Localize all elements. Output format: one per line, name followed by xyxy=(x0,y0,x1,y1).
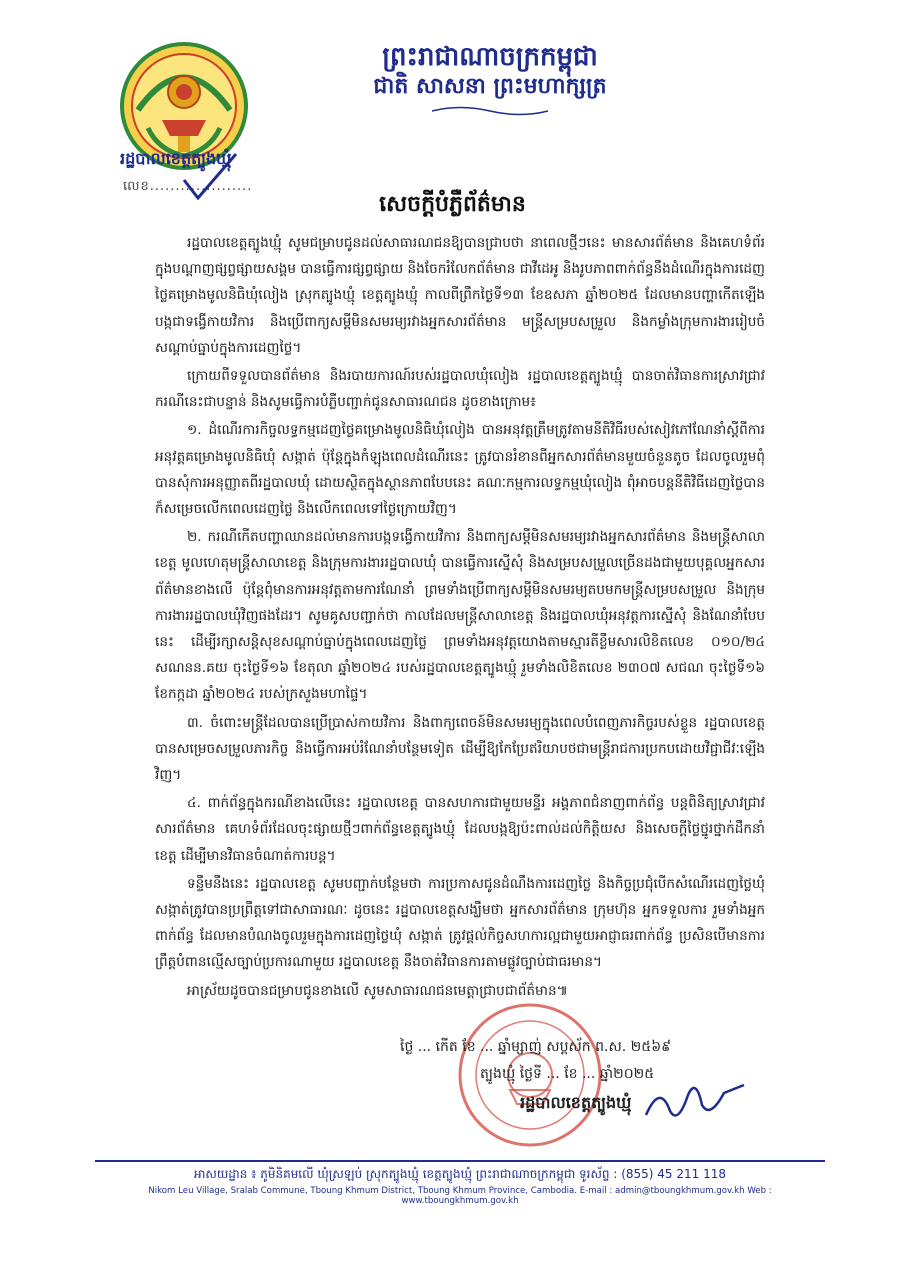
paragraph: ៣. ចំពោះមន្ត្រីដែលបានប្រើប្រាស់កាយវិការ និងពាក្យពេចន៍មិនសមរម្យក្នុងពេលបំពេញភារកិច្ចរបស់ខ្លួន រដ្ឋបាលខេត្ត បានសម្រេចសម្រួលភារកិច្ច និងធ្វើការអប់រំណែនាំបន្ថែមទៀត ដើម្បីឱ្យកែប្រែឥរិយាបថជាមន្ត្រីរាជការប្រកបដោយវិជ្ជាជីវៈឡើងវិញ។ xyxy=(155,714,765,784)
paragraph: ក្រោយពីទទួលបានព័ត៌មាន និងរបាយការណ៍របស់រដ្ឋបាលឃុំលៀង រដ្ឋបាលខេត្តត្បូងឃ្មុំ បានចាត់វិធានការស្រាវជ្រាវករណីនេះជាបន្ទាន់ និងសូមធ្វើការបំភ្លឺបញ្ជាក់ជូនសាធារណជន ដូចខាងក្រោម៖ xyxy=(155,368,765,411)
lunar-date: ថ្ងៃ ... កើត ខែ ... ឆ្នាំម្សាញ់ សប្តស័ក ព.ស. ២៥៦៩ xyxy=(400,1039,672,1055)
signature-icon xyxy=(640,1075,750,1125)
solar-date: ត្បូងឃ្មុំ ថ្ងៃទី ... ខែ ... ឆ្នាំ២០២៥ xyxy=(480,1066,655,1082)
footer-address-khmer: អាសយដ្ឋាន ៖ ភូមិនិគមលើ ឃុំស្រឡប់ ស្រុកត្បូងឃ្មុំ ខេត្តត្បូងឃ្មុំ ព្រះរាជាណាចក្រកម្ពុជា ទូរស័ព្ទ : (855) 45 211 118 xyxy=(194,1167,726,1181)
kingdom-heading: ព្រះរាជាណាចក្រកម្ពុជា xyxy=(382,42,598,72)
admin-name: រដ្ឋបាលខេត្តត្បូងឃ្មុំ xyxy=(120,149,232,168)
national-motto: ជាតិ សាសនា ព្រះមហាក្សត្រ xyxy=(373,74,607,99)
ornament-divider-icon xyxy=(430,104,550,118)
paragraph: ទន្ទឹមនឹងនេះ រដ្ឋបាលខេត្ត សូមបញ្ជាក់បន្ថែមថា ការប្រកាសជូនដំណឹងការដេញថ្លៃ និងកិច្ចប្រជុំបើកសំណើរដេញថ្លៃឃុំ សង្កាត់ត្រូវបានប្រព្រឹត្តទៅជាសាធារណៈ ដូចនេះ រដ្ឋបាលខេត្តសង្ឃឹមថា អ្នកសារព័ត៌មាន ក្រុមហ៊ុន អ្នកទទួលការ រួមទាំងអ្នកពាក់ព័ន្ធ ដែលមានបំណងចូលរួមក្នុងការដេញថ្លៃឃុំ សង្កាត់ ត្រូវផ្តល់កិច្ចសហការល្អជាមួយអាជ្ញាធរពាក់ព័ន្ធ ប្រសិនបើមានការព្រឹត្តបំពានល្មើសច្បាប់ប្រការណាមួយ រដ្ឋបាលខេត្ត នឹងចាត់វិធានការតាមផ្លូវច្បាប់ជាធរមាន។ xyxy=(155,875,765,971)
reference-number-label: លេខ.................... xyxy=(123,179,253,194)
footer-address-english: Nikom Leu Village, Sralab Commune, Tboung Khmum District, Tboung Khmum Province, Cambodia. E-mail : admin@tboungkhmum.gov.kh Web : www.tboungkhmum.gov.kh xyxy=(148,1186,772,1206)
document-body xyxy=(155,230,765,1006)
footer-divider xyxy=(95,1160,825,1162)
paragraph: អាស្រ័យដូចបានជម្រាបជូនខាងលើ សូមសាធារណជនមេត្តាជ្រាបជាព័ត៌មាន៕ xyxy=(187,982,568,999)
paragraph: ២. ករណីកើតបញ្ហាឈានដល់មានការបង្កទង្វើកាយវិការ និងពាក្យសម្តីមិនសមរម្យរវាងអ្នកសារព័ត៌មាន និងមន្ត្រីសាលាខេត្ត មូលហេតុមន្ត្រីសាលាខេត្ត និងក្រុមការងាររដ្ឋបាលឃុំ បានធ្វើការស្នើសុំ និងសម្របសម្រួលច្រើនដងជាមួយបុគ្គលអ្នកសារព័ត៌មានខាងលើ ប៉ុន្តែពុំមានការអនុវត្តតាមការណែនាំ ព្រមទាំងប្រើពាក្យសម្តីមិនសមរម្យតបមកមន្ត្រីសម្របសម្រួល និងក្រុមការងាររដ្ឋបាលឃុំវិញផងដែរ។ សូមគូសបញ្ជាក់ថា កាលដែលមន្ត្រីសាលាខេត្ត និងរដ្ឋបាលឃុំអនុវត្តការស្នើសុំ និងណែនាំបែបនេះ ដើម្បីរក្សាសន្តិសុខសណ្តាប់ធ្នាប់ក្នុងពេលដេញថ្លៃ ព្រមទាំងអនុវត្តយោងតាមស្មារតីខ្លឹមសារលិខិតលេខ ០១០/២៤ សណនន.គយ ចុះថ្ងៃទី១៦ ខែតុលា ឆ្នាំ២០២៤ របស់រដ្ឋបាលខេត្តត្បូងឃ្មុំ រួមទាំងលិខិតលេខ ២៣០៧ សជណ ចុះថ្ងៃទី១៦ ខែកក្កដា ឆ្នាំ២០២៤ របស់ក្រសួងមហាផ្ទៃ។ xyxy=(155,529,765,703)
document-title: សេចក្តីបំភ្លឺព័ត៌មាន xyxy=(379,192,526,217)
paragraph: ១. ដំណើរការកិច្ចលទ្ធកម្មដេញថ្លៃគម្រោងមូលនិធិឃុំលៀង បានអនុវត្តត្រឹមត្រូវតាមនីតិវិធីរបស់សៀវភៅណែនាំស្តីពីការអនុវត្តគម្រោងមូលនិធិឃុំ សង្កាត់ ប៉ុន្តែក្នុងកំឡុងពេលដំណើរនេះ ត្រូវបានរំខានពីអ្នកសារព័ត៌មានមួយចំនួនតូច ដែលចូលរួមពុំបានសុំការអនុញ្ញាតពីរដ្ឋបាលឃុំ ដោយស្ថិតក្នុងស្ថានភាពបែបនេះ គណៈកម្មការលទ្ធកម្មឃុំលៀង ពុំអាចបន្តនីតិវិធីដេញថ្លៃបាន ក៏សម្រេចលើកពេលដេញថ្លៃ និងលើកពេលទៅថ្ងៃក្រោយវិញ។ xyxy=(155,422,765,518)
signatory-title: រដ្ឋបាលខេត្តត្បូងឃ្មុំ xyxy=(520,1093,632,1112)
paragraph: ៤. ពាក់ព័ន្ធក្នុងករណីខាងលើនេះ រដ្ឋបាលខេត្ត បានសហការជាមួយមន្ទីរ អង្គភាពជំនាញពាក់ព័ន្ធ បន្តពិនិត្យស្រាវជ្រាវសារព័ត៌មាន គេហទំព័រដែលចុះផ្សាយថ្មីៗពាក់ព័ន្ធខេត្តត្បូងឃ្មុំ ដែលបង្កឱ្យប៉ះពាល់ដល់កិត្តិយស និងសេចក្តីថ្លៃថ្នូរថ្នាក់ដឹកនាំខេត្ត ដើម្បីមានវិធានចំណាត់ការបន្ត។ xyxy=(155,795,765,864)
paragraph: រដ្ឋបាលខេត្តត្បូងឃ្មុំ សូមជម្រាបជូនដល់សាធារណជនឱ្យបានជ្រាបថា នាពេលថ្មីៗនេះ មានសារព័ត៌មាន និងគេហទំព័រក្នុងបណ្តាញផ្សព្វផ្សាយសង្គម បានធ្វើការផ្សព្វផ្សាយ និងចែករំលែកព័ត៌មាន ជាវីដេអូ និងរូបភាពពាក់ព័ន្ធនឹងដំណើរក្នុងការដេញថ្លៃគម្រោងមូលនិធិឃុំលៀង ស្រុកត្បូងឃ្មុំ ខេត្តត្បូងឃ្មុំ កាលពីព្រឹកថ្ងៃទី១៣ ខែឧសភា ឆ្នាំ២០២៥ ដែលមានបញ្ហាកើតឡើងបង្កជាទង្វើកាយវិការ និងប្រើពាក្យសម្តីមិនសមរម្យរវាងអ្នកសារព័ត៌មាន មន្ត្រីសម្របសម្រួល និងកម្លាំងក្រុមការងាររៀបចំសណ្តាប់ធ្នាប់ក្នុងការដេញថ្លៃ។ xyxy=(155,235,765,356)
